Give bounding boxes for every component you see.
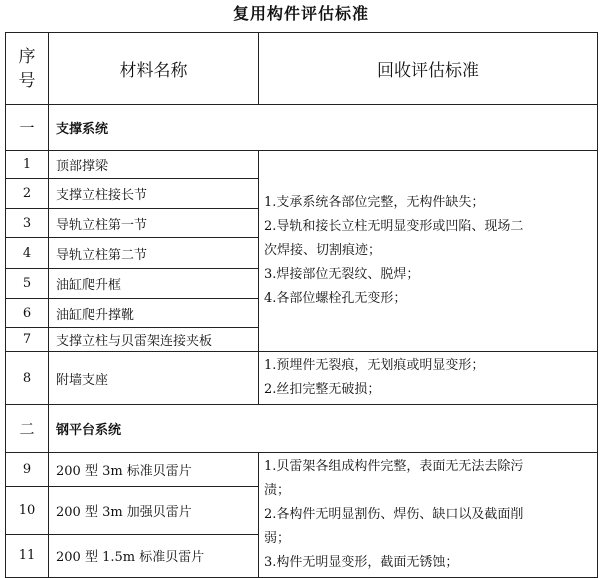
- row-num: 4: [6, 238, 49, 269]
- standard-line: 3.构件无明显变形，截面无锈蚀；: [264, 555, 459, 570]
- section-num: 二: [6, 405, 49, 453]
- row-num: 8: [6, 352, 49, 405]
- row-name: 导轨立柱第一节: [49, 209, 259, 238]
- table-row: [6, 352, 598, 405]
- row-num: 3: [6, 209, 49, 238]
- row-name: 200 型 1.5m 标准贝雷片: [49, 534, 259, 577]
- standard-line: 3.焊接部位无裂纹、脱焊；: [264, 267, 420, 282]
- row-num: 9: [6, 453, 49, 487]
- standard-line: 1.预埋件无裂痕，无划痕或明显变形；: [264, 358, 485, 373]
- row-name: 附墙支座: [49, 352, 259, 405]
- row-name: 200 型 3m 标准贝雷片: [49, 453, 259, 487]
- row-name: 油缸爬升框: [49, 269, 259, 299]
- standard-line: 弱；: [264, 531, 291, 546]
- section-row-support: [6, 105, 598, 151]
- document-title: 复用构件评估标准: [232, 4, 369, 23]
- row-num: 7: [6, 328, 49, 352]
- row-name: 支撑立柱与贝雷架连接夹板: [49, 328, 259, 352]
- header-num-bottom: 号: [18, 70, 36, 91]
- row-name: 顶部撑梁: [49, 151, 259, 179]
- row-num: 1: [6, 151, 49, 179]
- row-num: 2: [6, 179, 49, 209]
- section-title: 钢平台系统: [49, 405, 598, 453]
- section-num: 一: [6, 105, 49, 151]
- standard-line: 2.各构件无明显割伤、焊伤、缺口以及截面削: [264, 507, 524, 522]
- header-num-top: 序: [18, 46, 36, 67]
- row-num: 10: [6, 487, 49, 534]
- row-num: 5: [6, 269, 49, 299]
- standard-line: 2.导轨和接长立柱无明显变形或凹陷、现场二: [264, 219, 524, 234]
- table-row: [6, 151, 598, 179]
- header-standard: 回收评估标准: [259, 33, 598, 105]
- platform-standard-cell: [259, 453, 598, 578]
- section-row-steel-platform: [6, 405, 598, 453]
- row-name: 导轨立柱第二节: [49, 238, 259, 269]
- row-name: 200 型 3m 加强贝雷片: [49, 487, 259, 534]
- row-num: 6: [6, 299, 49, 328]
- standard-line: 2.丝扣完整无破损；: [264, 382, 381, 397]
- table-row: [6, 453, 598, 487]
- standard-line: 1.贝雷架各组成构件完整，表面无无法去除污: [264, 459, 524, 474]
- standard-line: 1.支承系统各部位完整，无构件缺失；: [264, 195, 485, 210]
- section-title: 支撑系统: [49, 105, 598, 151]
- table-header-row: [6, 33, 598, 105]
- row-name: 油缸爬升撑靴: [49, 299, 259, 328]
- wall-support-standard-cell: [259, 352, 598, 405]
- header-num: [6, 33, 49, 105]
- row-num: 11: [6, 534, 49, 577]
- header-name: 材料名称: [49, 33, 259, 105]
- support-standard-cell: [259, 151, 598, 352]
- standard-line: 4.各部位螺栓孔无变形；: [264, 291, 407, 306]
- standard-line: 渍；: [264, 483, 291, 498]
- standard-line: 次焊接、切割痕迹；: [264, 243, 382, 258]
- evaluation-table: [5, 32, 598, 578]
- row-name: 支撑立柱接长节: [49, 179, 259, 209]
